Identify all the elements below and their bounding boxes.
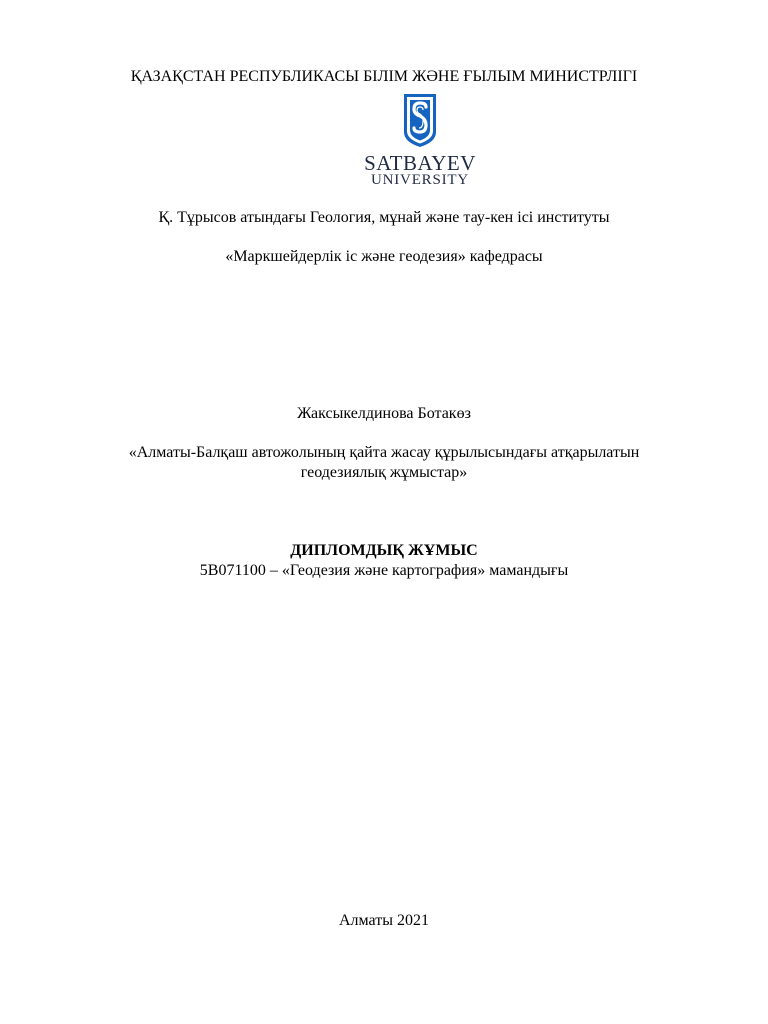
ministry-heading: ҚАЗАҚСТАН РЕСПУБЛИКАСЫ БІЛІМ ЖӘНЕ ҒЫЛЫМ МИНИСТРЛІГІ <box>130 68 638 85</box>
city-year: Алматы 2021 <box>339 912 429 929</box>
department-name: «Маркшейдерлік іс және геодезия» кафедрасы <box>225 248 543 265</box>
satbayev-s-emblem-icon <box>402 92 438 148</box>
work-type: ДИПЛОМДЫҚ ЖҰМЫС <box>290 542 478 559</box>
author-name: Жаксыкелдинова Ботакөз <box>297 405 471 422</box>
thesis-title-line-2: геодезиялық жұмыстар» <box>300 464 468 481</box>
thesis-title-line-1: «Алматы-Балқаш автожолының қайта жасау құрылысындағы атқарылатын <box>128 444 640 461</box>
logo-name: SATBAYEV <box>364 151 476 175</box>
specialty: 5В071100 – «Геодезия және картография» мамандығы <box>199 562 569 579</box>
logo-sub: UNIVERSITY <box>371 172 469 188</box>
institute-name: Қ. Тұрысов атындағы Геология, мұнай және тау-кен ісі институты <box>158 209 610 226</box>
university-logo <box>340 92 500 192</box>
